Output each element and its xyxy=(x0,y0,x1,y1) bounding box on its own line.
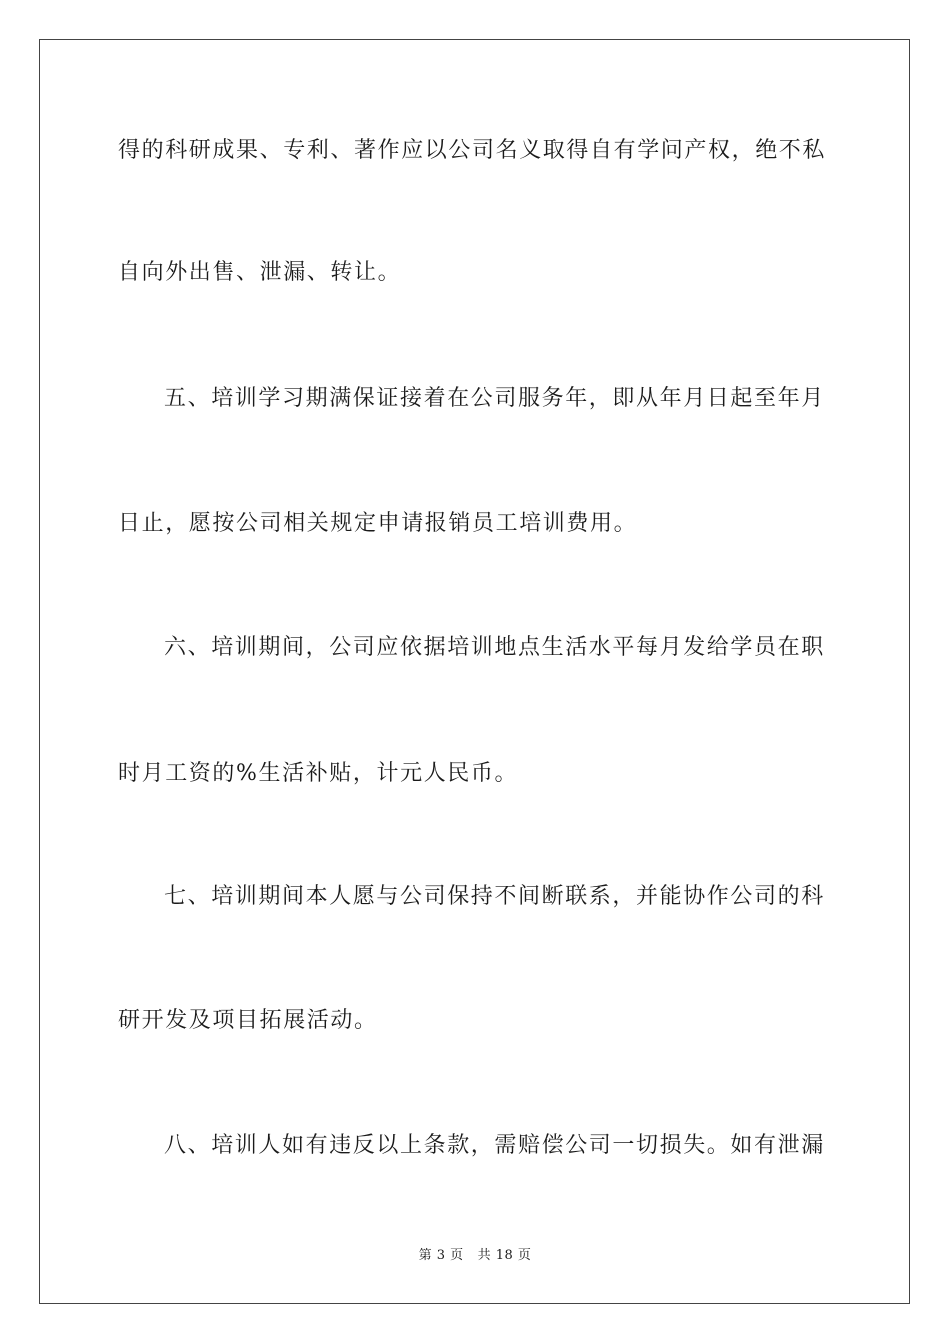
clause-5-line-2: 日止，愿按公司相关规定申请报销员工培训费用。 xyxy=(118,511,638,536)
page-number: 第 3 页 xyxy=(418,1248,464,1263)
clause-8-line-1: 八、培训人如有违反以上条款，需赔偿公司一切损失。如有泄漏 xyxy=(164,1133,825,1158)
clause-5-line-1: 五、培训学习期满保证接着在公司服务年，即从年月日起至年月 xyxy=(164,386,825,411)
page-footer xyxy=(0,1247,950,1265)
page-border xyxy=(39,39,910,1304)
clause-7-line-2: 研开发及项目拓展活动。 xyxy=(118,1008,378,1033)
clause-6-line-2: 时月工资的%生活补贴，计元人民币。 xyxy=(118,761,519,786)
page-total: 共 18 页 xyxy=(477,1248,532,1263)
clause-7-line-1: 七、培训期间本人愿与公司保持不间断联系，并能协作公司的科 xyxy=(164,884,825,909)
text-line-1: 得的科研成果、专利、著作应以公司名义取得自有学问产权，绝不私 xyxy=(118,138,827,163)
text-line-2: 自向外出售、泄漏、转让。 xyxy=(118,260,402,285)
clause-6-line-1: 六、培训期间，公司应依据培训地点生活水平每月发给学员在职 xyxy=(164,635,825,660)
